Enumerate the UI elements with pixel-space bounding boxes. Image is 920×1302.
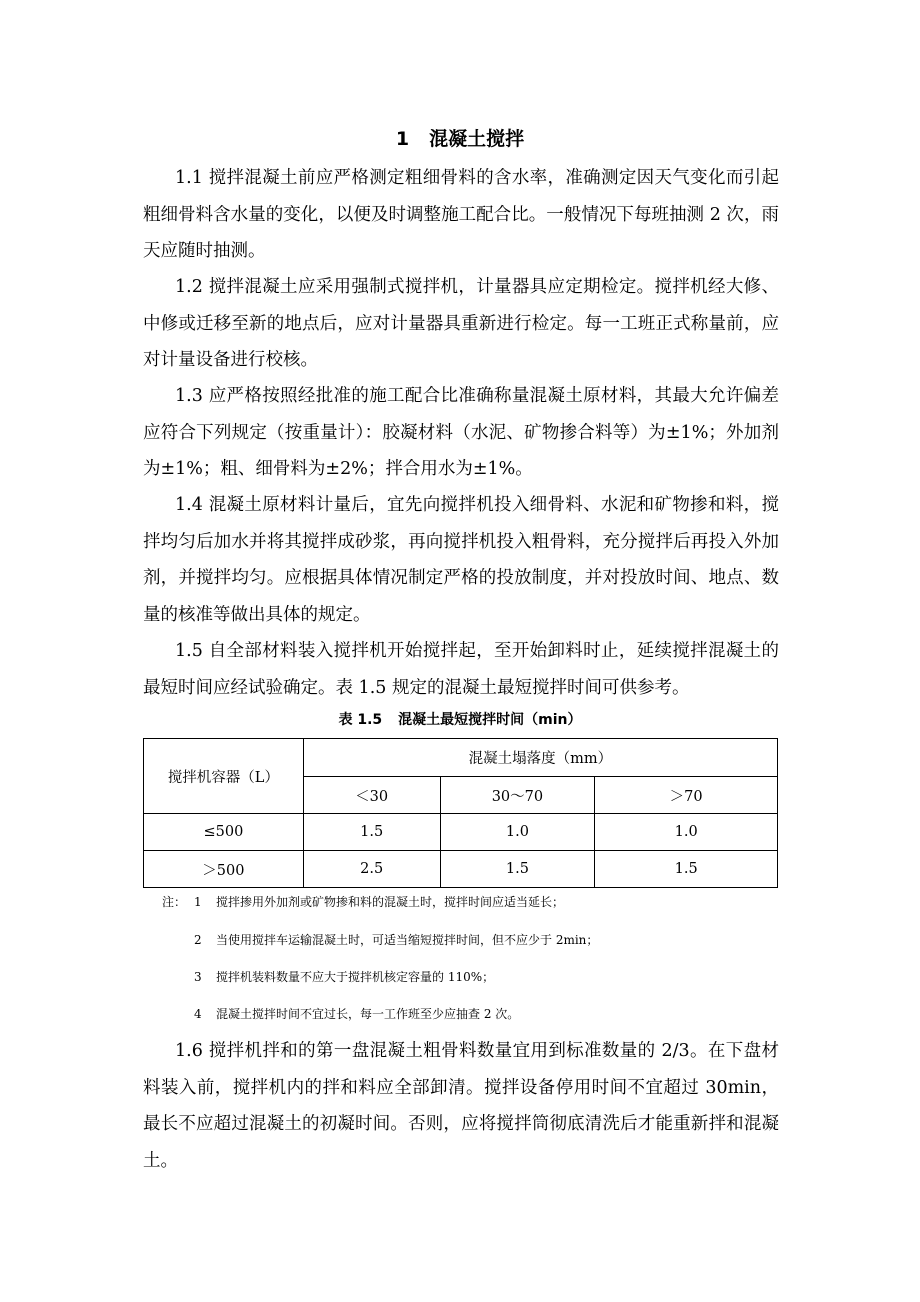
note-item [194, 1005, 519, 1022]
table-cell: 1.5 [440, 851, 595, 888]
table-cell: 2.5 [303, 851, 440, 888]
paragraph-1-4: 1.4 混凝土原材料计量后，宜先向搅拌机投入细骨料、水泥和矿物掺和料，搅拌均匀后加水并将其搅拌成砂浆，再向搅拌机投入粗骨料，充分搅拌后再投入外加剂，并搅拌均匀。应根据具体情况制定严格的投放制度，并对投放时间、地点、数量的核准等做出具体的规定。 [143, 495, 779, 625]
notes-label: 注： [162, 895, 187, 909]
table-caption-title: 混凝土最短搅拌时间（min） [398, 712, 582, 728]
note-text: 搅拌掺用外加剂或矿物掺和料的混凝土时，搅拌时间应适当延长； [216, 895, 565, 909]
row-label: ≤500 [144, 814, 304, 851]
column-header: ＞70 [595, 777, 778, 814]
table-cell: 1.5 [595, 851, 778, 888]
section-heading [0, 124, 920, 151]
table-cell: 1.0 [595, 814, 778, 851]
note-number: 3 [194, 970, 202, 984]
column-header: ＜30 [303, 777, 440, 814]
paragraph-1-6: 1.6 搅拌机拌和的第一盘混凝土粗骨料数量宜用到标准数量的 2/3。在下盘材料装入前，搅拌机内的拌和料应全部卸清。搅拌设备停用时间不宜超过 30min，最长不应超过混凝土的初凝时间。否则，应将搅拌筒彻底清洗后才能重新拌和混凝土。 [143, 1041, 779, 1171]
note-number: 4 [194, 1007, 202, 1021]
column-header: 30～70 [440, 777, 595, 814]
note-text: 当使用搅拌车运输混凝土时，可适当缩短搅拌时间，但不应少于 2min； [216, 933, 599, 947]
note-item [194, 931, 598, 948]
paragraph-1-2: 1.2 搅拌混凝土应采用强制式搅拌机，计量器具应定期检定。搅拌机经大修、中修或迁移至新的地点后，应对计量器具重新进行检定。每一工班正式称量前，应对计量设备进行校核。 [143, 277, 779, 370]
note-item [194, 968, 494, 985]
table-caption-label: 表 1.5 [338, 712, 383, 728]
note-item [162, 893, 564, 910]
table-cell: 1.0 [440, 814, 595, 851]
paragraph-1-1: 1.1 搅拌混凝土前应严格测定粗细骨料的含水率，准确测定因天气变化而引起粗细骨料含水量的变化，以便及时调整施工配合比。一般情况下每班抽测 2 次，雨天应随时抽测。 [143, 168, 779, 261]
row-header-cell: 搅拌机容器（L） [144, 739, 304, 814]
section-title: 混凝土搅拌 [429, 128, 525, 150]
paragraph-1-5: 1.5 自全部材料装入搅拌机开始搅拌起，至开始卸料时止，延续搅拌混凝土的最短时间应经试验确定。表 1.5 规定的混凝土最短搅拌时间可供参考。 [143, 641, 779, 698]
table-cell: 1.5 [303, 814, 440, 851]
paragraph-1-3: 1.3 应严格按照经批准的施工配合比准确称量混凝土原材料，其最大允许偏差应符合下列规定（按重量计）：胶凝材料（水泥、矿物掺合料等）为±1%；外加剂为±1%；粗、细骨料为±2%；拌合用水为±1%。 [143, 386, 779, 479]
note-text: 搅拌机装料数量不应大于搅拌机核定容量的 110%； [216, 970, 495, 984]
row-label: ＞500 [144, 851, 304, 888]
note-number: 1 [194, 895, 202, 909]
group-header-cell: 混凝土塌落度（mm） [303, 739, 777, 777]
section-number: 1 [395, 128, 410, 150]
table-caption [0, 709, 920, 729]
table-header-row [144, 739, 778, 777]
table-row [144, 851, 778, 888]
note-text: 混凝土搅拌时间不宜过长，每一工作班至少应抽查 2 次。 [216, 1007, 520, 1021]
mixing-time-table [143, 738, 778, 888]
table-row [144, 814, 778, 851]
note-number: 2 [194, 933, 202, 947]
